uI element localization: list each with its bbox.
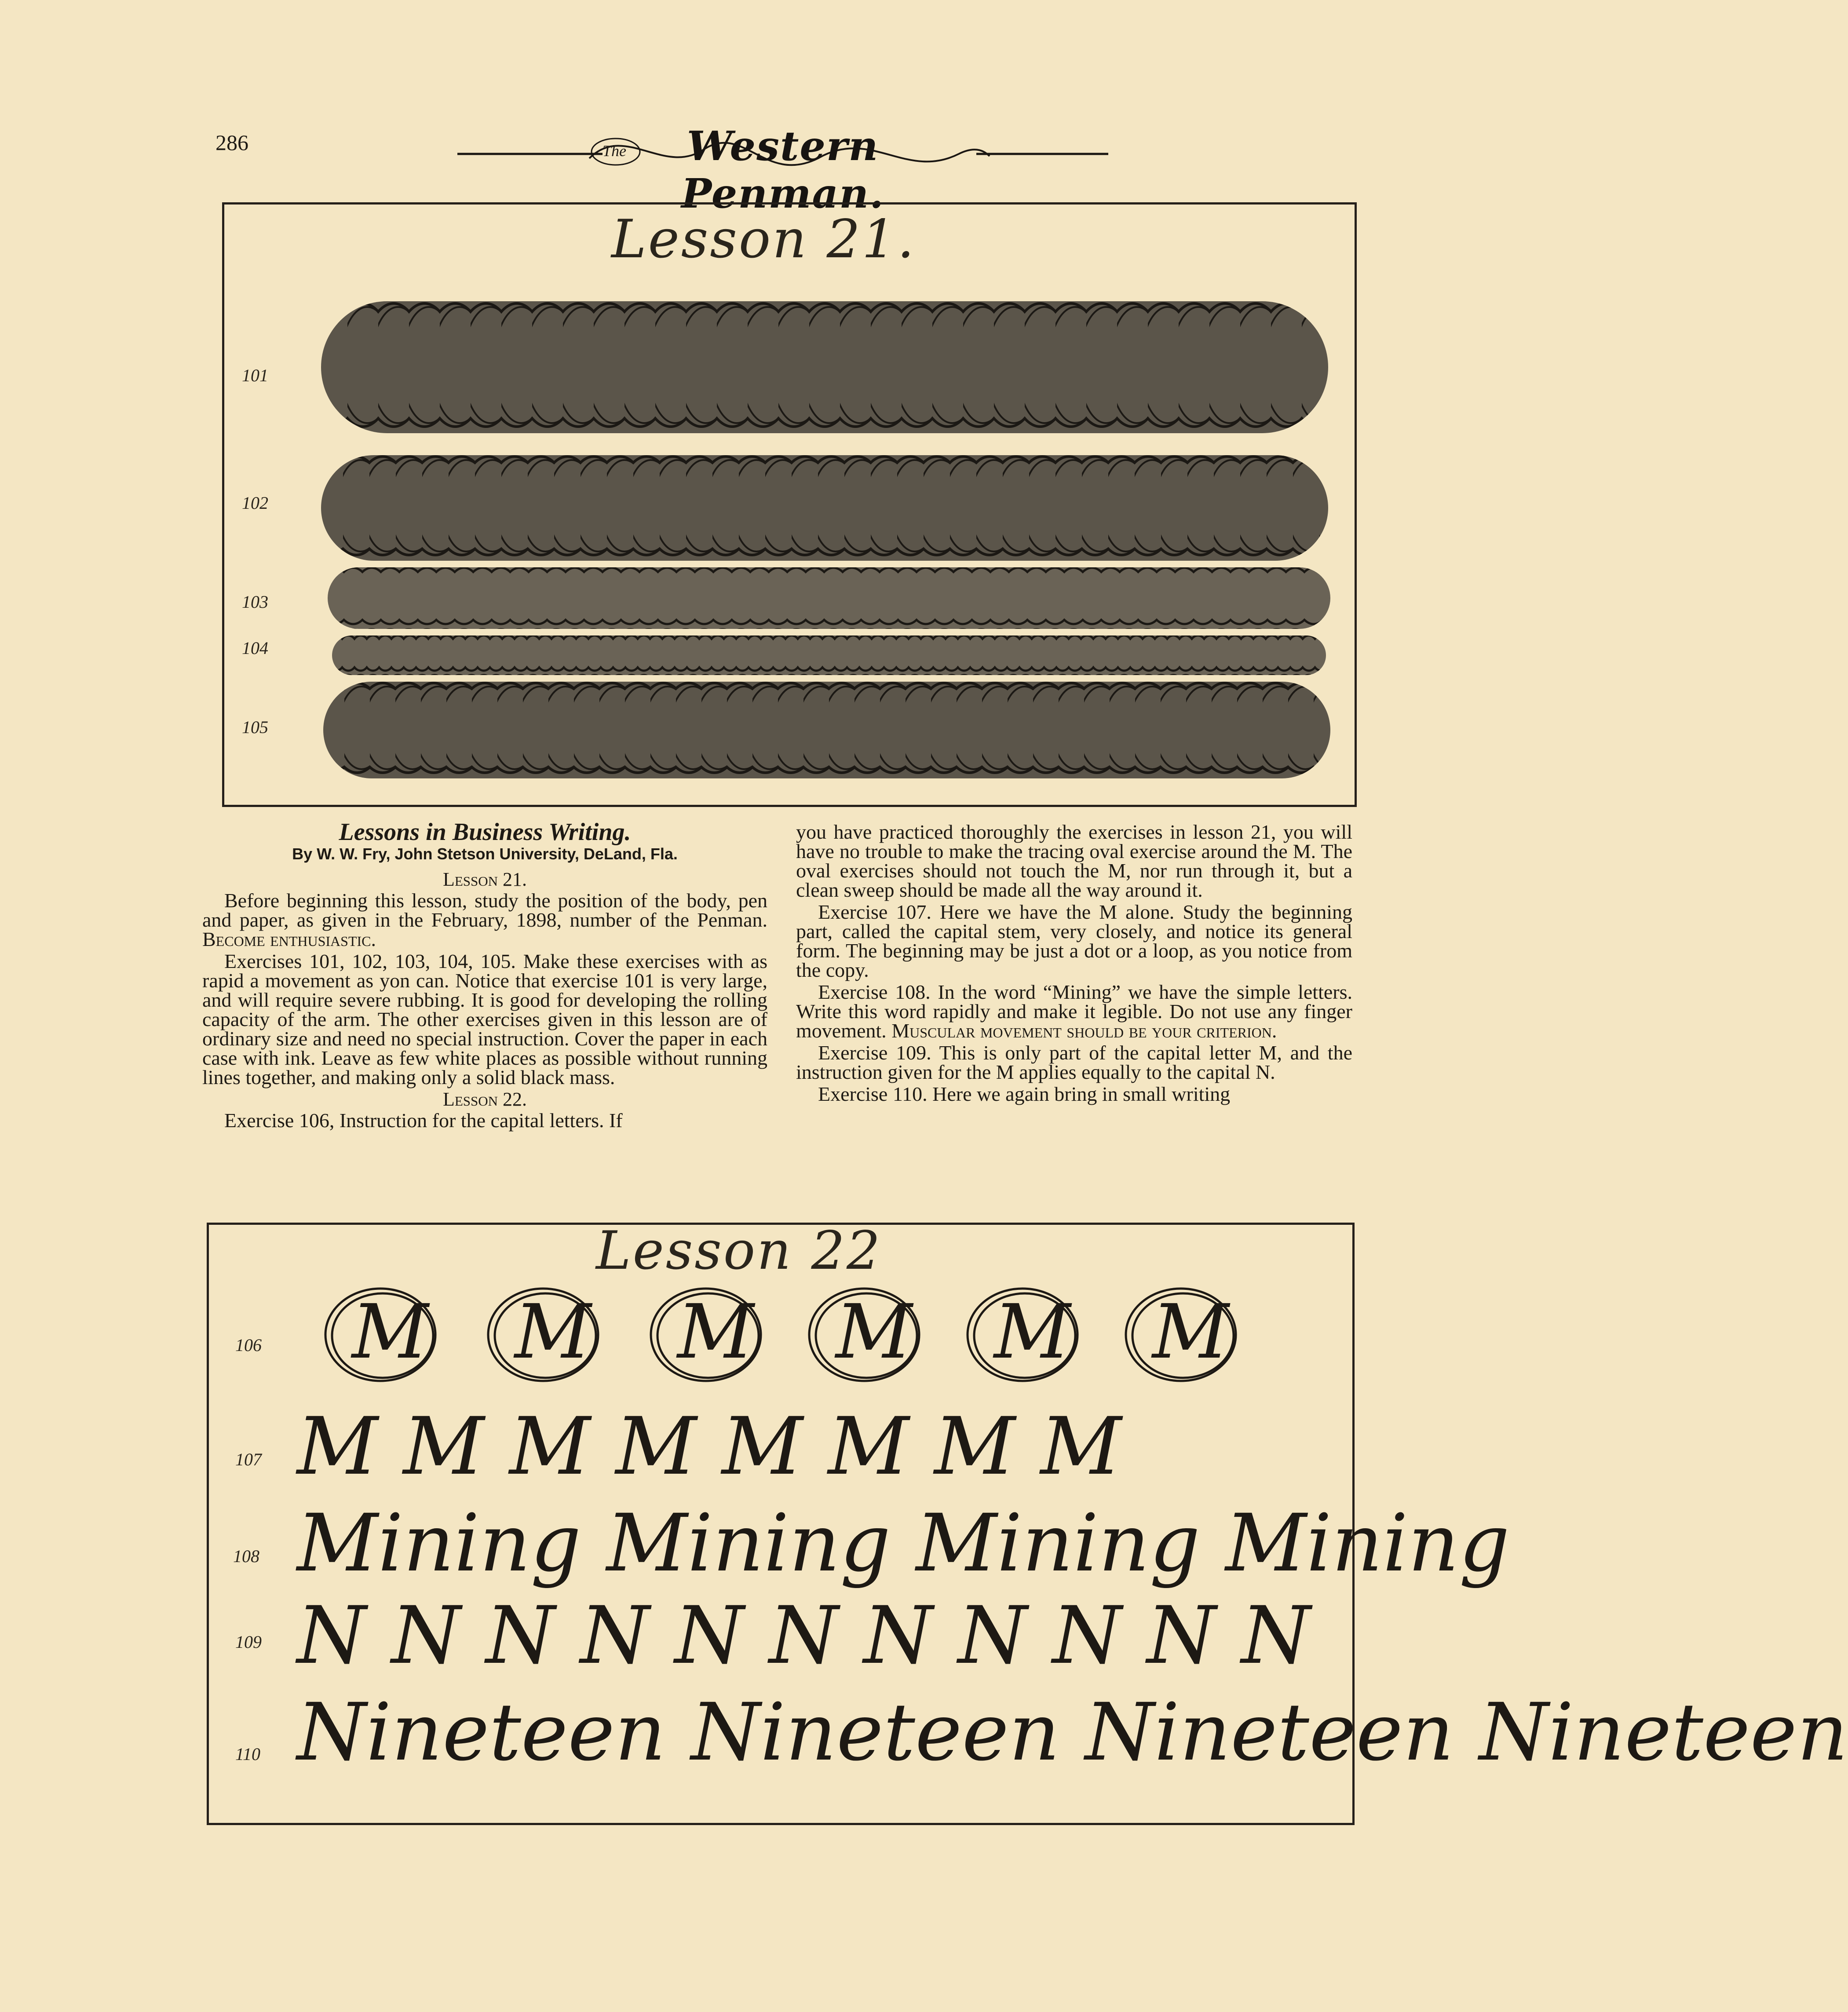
exercise-label: 107 [235,1450,262,1469]
paragraph-text: Exercise 108. In the word “Mining” we have the simple letters. Write this word rapidly and make it legible. Do not use any finger movement. [796,981,1352,1042]
exercise-105-ovals [319,679,1335,781]
exercise-108-row: Mining Mining Mining Mining [297,1497,1510,1589]
capital-m: M [1152,1289,1229,1376]
byline: By W. W. Fry, John Stetson University, DeLand, Fla. [292,845,678,863]
exercise-label: 103 [242,592,268,612]
article-right-column [796,822,1352,1106]
paragraph: Exercise 106, Instruction for the capital letters. If [224,1109,623,1132]
masthead [457,110,1108,217]
lesson-21-heading: Lesson 21. [442,869,527,890]
plate-title: Lesson 22 [596,1220,882,1282]
exercise-101-ovals [317,299,1333,435]
exercise-label: 102 [242,493,268,513]
emphasis-text: Muscular movement should be your criterion. [891,1019,1277,1042]
capital-m: M [836,1289,913,1376]
capital-m: M [515,1289,592,1376]
page-number: 286 [215,130,248,155]
exercise-103-ovals [325,565,1333,631]
masthead-title: Western Penman. [681,122,884,217]
paragraph [202,891,767,949]
article-title: Lessons in Business Writing. [339,818,631,846]
paragraph: Exercises 101, 102, 103, 104, 105. Make these exercises with as rapid a movement as yon can. Notice that exercise 101 is very large, and will require severe rubbing. It is good for developing the rolling capacity of the arm. The other exercises given in this lesson are of ordinary size and need no special instruction. Cover the paper in each case with ink. Leave as few white places as possible without running lines together, and making only a solid black mass. [202,950,767,1088]
paragraph: you have practiced thoroughly the exercises in lesson 21, you will have no trouble to make the tracing oval exercise around the M. The oval exercises should not touch the M, nor run through it, but a clean sweep should be made all the way around it. [796,821,1352,901]
exercise-102-ovals [317,453,1333,563]
exercise-label: 109 [235,1632,262,1652]
exercise-label: 101 [242,365,268,385]
capital-m: M [677,1289,754,1376]
article-left-column [202,818,767,1133]
exercise-109-row: N N N N N N N N N N N [297,1590,1311,1682]
exercise-label: 105 [242,717,268,737]
exercise-label: 108 [233,1546,259,1566]
paragraph: Exercise 107. Here we have the M alone. Study the beginning part, called the capital stem, very closely, and notice its general form. The beginning may be just a dot or a loop, as you notice from the copy. [796,901,1352,981]
exercise-label: 104 [242,638,268,658]
paragraph: Exercise 109. This is only part of the capital letter M, and the instruction given for the M applies equally to the capital N. [796,1041,1352,1083]
plate-title: Lesson 21. [611,209,916,270]
exercise-104-ovals [330,633,1328,677]
emphasis-text: Become enthusiastic. [202,928,376,950]
exercise-label: 110 [235,1744,261,1764]
capital-m: M [994,1289,1071,1376]
exercise-107-row: M M M M M M M M [297,1401,1121,1493]
exercise-label: 106 [235,1335,262,1355]
masthead-the: The [603,142,626,160]
lesson-22-plate [207,1220,1848,1825]
lesson-21-plate [222,202,1357,807]
paragraph [796,982,1352,1041]
paragraph: Exercise 110. Here we again bring in small writing [818,1083,1231,1105]
exercise-106-row [310,1282,1322,1392]
exercise-110-row: Nineteen Nineteen Nineteen Nineteen [297,1687,1848,1778]
paragraph-text: Before beginning this lesson, study the position of the body, pen and paper, as given in the February, 1898, number of the Penman. [202,889,767,931]
lesson-22-heading: Lesson 22. [442,1088,527,1110]
capital-m: M [352,1289,429,1376]
